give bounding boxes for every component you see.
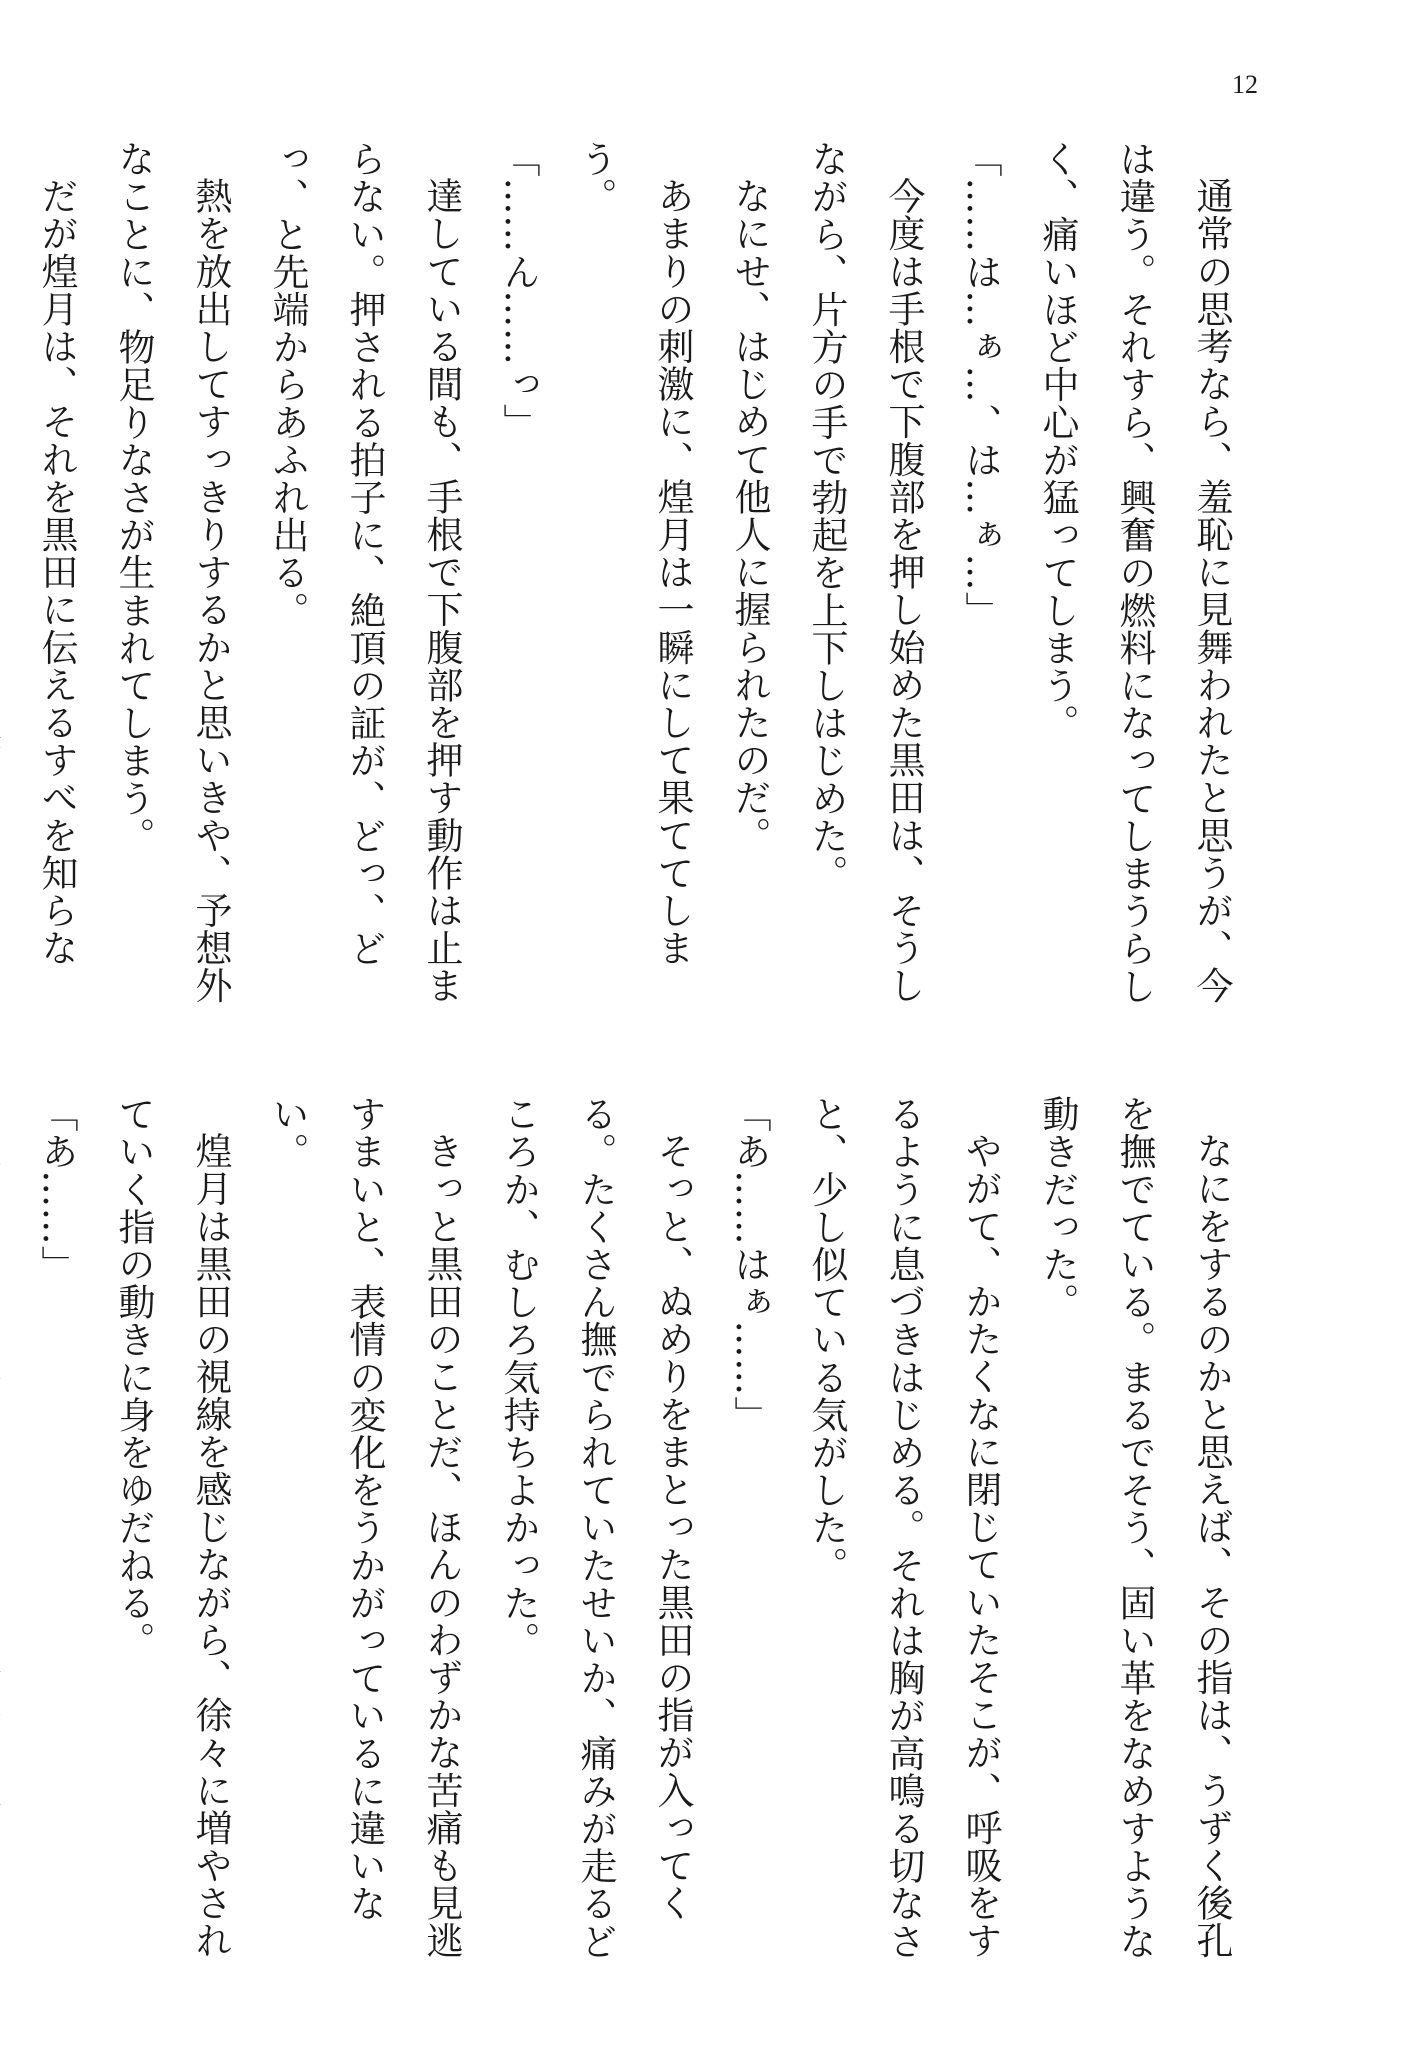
paragraph: 「……ん……っ」 — [497, 140, 540, 441]
paragraph: 達している間も、手根で下腹部を押す動作は止まらない。押される拍子に、絶頂の証が、どっ、どっ、と先端からあふれ出る。 — [266, 140, 463, 1005]
paragraph: 熱を放出してすっきりするかと思いきや、予想外なことに、物足りなさが生まれてしまう。 — [112, 140, 232, 1005]
paragraph: きっと黒田のことだ、ほんのわずかな苦痛も見逃すまいと、表情の変化をうかがっているに違いない。 — [266, 1095, 463, 1960]
paragraph: 「あ……」 — [35, 1095, 78, 1283]
paragraph: なにせ、はじめて他人に握られたのだ。 — [728, 177, 771, 854]
upper-text-block — [35, 140, 1250, 1020]
page-number: 12 — [1232, 70, 1258, 99]
paragraph: そっと、ぬめりをまとった黒田の指が入ってくる。たくさん撫でられていたせいか、痛みが走るどころか、むしろ気持ちよかった。 — [497, 1095, 694, 1960]
paragraph: 「あ……はぁ……」 — [728, 1095, 771, 1434]
paragraph: やがて、かたくなに閉じていたそこが、呼吸をするように息づきはじめる。それは胸が高鳴る切なさと、少し似ている気がした。 — [805, 1095, 1002, 1960]
paragraph: 今度は手根で下腹部を押し始めた黒田は、そうしながら、片方の手で勃起を上下しはじめた。 — [805, 140, 925, 1005]
lower-text-block — [35, 1095, 1250, 1975]
paragraph: あまりの刺激に、煌月は一瞬にして果ててしまう。 — [574, 140, 694, 967]
paragraph: 煌月は黒田の視線を感じながら、徐々に増やされていく指の動きに身をゆだねる。 — [112, 1095, 232, 1960]
paragraph — [0, 1095, 18, 1975]
paragraph: 「……は…ぁ…、は…ぁ…」 — [959, 140, 1002, 629]
paragraph: なにをするのかと思えば、その指は、うずく後孔を撫でている。まるでそう、固い革をなめすような動きだった。 — [1036, 1095, 1233, 1960]
paragraph: だが煌月は、それを黒田に伝えるすべを知らな — [35, 177, 78, 967]
paragraph: 通常の思考なら、羞恥に見舞われたと思うが、今は違う。それすら、興奮の燃料になってしまうらしく、痛いほど中心が猛ってしまう。 — [1036, 140, 1233, 1005]
